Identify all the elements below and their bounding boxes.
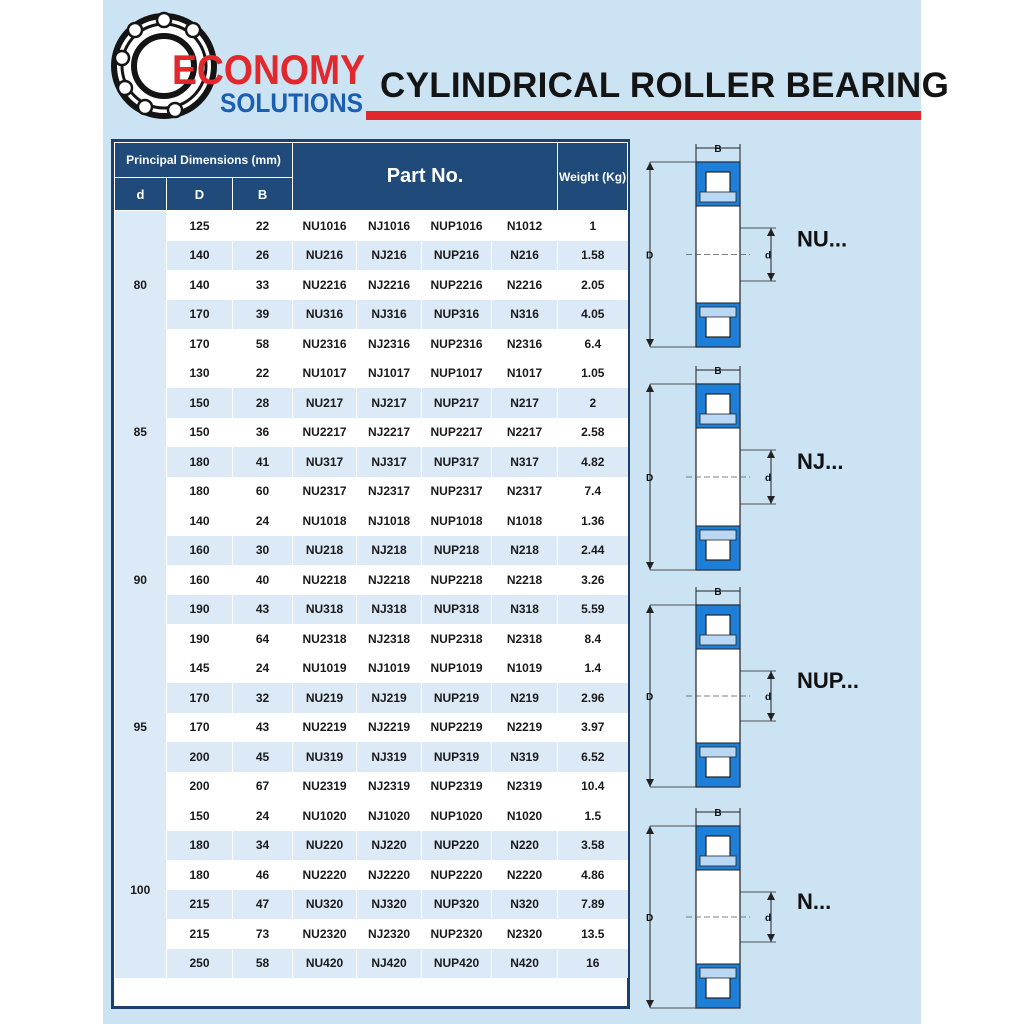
inner-ring-bottom [700, 747, 736, 757]
cell-part-nj: NJ1020 [357, 801, 422, 831]
cell-outer-D: 150 [167, 801, 233, 831]
cell-part-nup: NUP2219 [422, 713, 492, 743]
brand-line2: SOLUTIONS [220, 88, 363, 118]
cell-outer-D: 170 [167, 329, 233, 359]
cell-part-nu: NU1018 [293, 506, 357, 536]
cell-part-nj: NJ216 [357, 241, 422, 271]
cell-weight: 4.05 [558, 300, 628, 330]
table-body [115, 211, 628, 979]
cell-outer-D: 180 [167, 860, 233, 890]
cell-part-nu: NU2318 [293, 624, 357, 654]
cell-part-n: N317 [492, 447, 558, 477]
cell-part-nj: NJ220 [357, 831, 422, 861]
bearing-type-label: NJ... [797, 449, 844, 474]
cell-bore-d: 90 [115, 506, 167, 654]
cell-part-n: N2216 [492, 270, 558, 300]
cell-weight: 8.4 [558, 624, 628, 654]
cell-part-nu: NU316 [293, 300, 357, 330]
cell-part-n: N2219 [492, 713, 558, 743]
brand-line1: ECONOMY [172, 46, 365, 93]
cell-weight: 7.89 [558, 890, 628, 920]
cell-bore-d: 80 [115, 211, 167, 359]
cell-part-n: N2320 [492, 919, 558, 949]
table-row [115, 506, 628, 536]
table-row [115, 211, 628, 241]
cell-part-nj: NJ2316 [357, 329, 422, 359]
inner-ring-top [700, 192, 736, 202]
cell-outer-D: 170 [167, 683, 233, 713]
cell-part-nu: NU318 [293, 595, 357, 625]
roller-bottom [706, 315, 730, 337]
cell-weight: 3.97 [558, 713, 628, 743]
cell-part-nu: NU220 [293, 831, 357, 861]
dimension-d-arrow [767, 671, 775, 679]
inner-ring-top [700, 856, 736, 866]
roller-top [706, 615, 730, 637]
cell-weight: 2 [558, 388, 628, 418]
dimension-b-label: B [714, 144, 722, 155]
cell-part-nj: NJ2320 [357, 919, 422, 949]
dimension-b-label: B [714, 366, 722, 377]
dimension-D-arrow [646, 605, 654, 613]
table-row [115, 329, 628, 359]
cell-width-B: 58 [233, 949, 293, 979]
cell-width-B: 46 [233, 860, 293, 890]
cell-outer-D: 140 [167, 506, 233, 536]
cell-width-B: 24 [233, 654, 293, 684]
inner-ring-bottom [700, 968, 736, 978]
roller-bottom [706, 976, 730, 998]
cell-part-nup: NUP1020 [422, 801, 492, 831]
cell-width-B: 24 [233, 506, 293, 536]
cell-bore-d: 100 [115, 801, 167, 978]
cell-part-nup: NUP220 [422, 831, 492, 861]
cell-part-n: N2220 [492, 860, 558, 890]
cell-part-nup: NUP319 [422, 742, 492, 772]
cell-part-nu: NU217 [293, 388, 357, 418]
cell-width-B: 22 [233, 359, 293, 389]
cell-width-B: 28 [233, 388, 293, 418]
cell-part-nup: NUP320 [422, 890, 492, 920]
table-row [115, 447, 628, 477]
cell-part-nup: NUP2216 [422, 270, 492, 300]
dimension-d-label: d [765, 250, 772, 262]
table-row [115, 418, 628, 448]
dimension-d-label: d [765, 913, 772, 924]
cell-part-n: N220 [492, 831, 558, 861]
cell-part-n: N318 [492, 595, 558, 625]
cell-part-n: N1019 [492, 654, 558, 684]
cell-weight: 6.4 [558, 329, 628, 359]
cell-weight: 7.4 [558, 477, 628, 507]
cell-width-B: 39 [233, 300, 293, 330]
cell-part-nj: NJ217 [357, 388, 422, 418]
cell-part-n: N219 [492, 683, 558, 713]
cell-weight: 2.58 [558, 418, 628, 448]
table-row [115, 565, 628, 595]
cell-part-nu: NU2317 [293, 477, 357, 507]
dimension-d-label: d [765, 692, 772, 703]
cell-width-B: 41 [233, 447, 293, 477]
cell-part-nj: NJ318 [357, 595, 422, 625]
cell-width-B: 22 [233, 211, 293, 241]
cell-weight: 1 [558, 211, 628, 241]
cell-part-n: N218 [492, 536, 558, 566]
cell-weight: 3.58 [558, 831, 628, 861]
cell-part-nj: NJ2220 [357, 860, 422, 890]
cell-part-n: N2319 [492, 772, 558, 802]
cell-part-nj: NJ2219 [357, 713, 422, 743]
cell-part-nu: NU319 [293, 742, 357, 772]
dimension-b-label: B [714, 587, 722, 598]
cell-part-nup: NUP317 [422, 447, 492, 477]
header-col-d: d [115, 178, 167, 211]
header-part-no: Part No. [293, 143, 558, 211]
cell-part-nu: NU2218 [293, 565, 357, 595]
table-row [115, 270, 628, 300]
cell-weight: 3.26 [558, 565, 628, 595]
table-row [115, 241, 628, 271]
cell-part-nj: NJ317 [357, 447, 422, 477]
roller-top [706, 394, 730, 416]
table-row [115, 654, 628, 684]
cell-part-n: N1017 [492, 359, 558, 389]
cell-part-nj: NJ2319 [357, 772, 422, 802]
cell-part-nup: NUP1018 [422, 506, 492, 536]
cell-part-n: N2218 [492, 565, 558, 595]
dimension-D-arrow [646, 562, 654, 570]
cell-part-nup: NUP217 [422, 388, 492, 418]
cell-outer-D: 145 [167, 654, 233, 684]
cell-outer-D: 160 [167, 565, 233, 595]
cell-weight: 16 [558, 949, 628, 979]
cell-outer-D: 130 [167, 359, 233, 389]
dimension-D-arrow [646, 162, 654, 170]
cell-width-B: 34 [233, 831, 293, 861]
cell-part-nu: NU420 [293, 949, 357, 979]
header-col-B: B [233, 178, 293, 211]
dimension-d-arrow [767, 892, 775, 900]
dimension-D-arrow [646, 384, 654, 392]
cell-part-nup: NUP218 [422, 536, 492, 566]
cell-part-nu: NU218 [293, 536, 357, 566]
cell-part-n: N316 [492, 300, 558, 330]
dimension-d-arrow [767, 496, 775, 504]
cell-width-B: 60 [233, 477, 293, 507]
cell-weight: 10.4 [558, 772, 628, 802]
cell-part-nup: NUP1019 [422, 654, 492, 684]
bearing-spec-table [111, 139, 630, 1009]
cell-part-nu: NU320 [293, 890, 357, 920]
dimension-d-arrow [767, 713, 775, 721]
cell-part-nup: NUP2316 [422, 329, 492, 359]
cell-part-nup: NUP316 [422, 300, 492, 330]
table-row [115, 683, 628, 713]
cell-part-n: N2316 [492, 329, 558, 359]
dimension-D-label: D [646, 473, 654, 484]
cell-part-nu: NU2216 [293, 270, 357, 300]
cell-weight: 13.5 [558, 919, 628, 949]
cell-part-n: N1012 [492, 211, 558, 241]
cell-part-nup: NUP1017 [422, 359, 492, 389]
cell-part-n: N2318 [492, 624, 558, 654]
roller-bottom [706, 755, 730, 777]
cell-weight: 1.36 [558, 506, 628, 536]
inner-ring-bottom [700, 530, 736, 540]
cell-part-nj: NJ219 [357, 683, 422, 713]
cell-part-n: N420 [492, 949, 558, 979]
cell-outer-D: 170 [167, 300, 233, 330]
cell-outer-D: 190 [167, 595, 233, 625]
table-row [115, 300, 628, 330]
cell-width-B: 58 [233, 329, 293, 359]
cell-part-nup: NUP2319 [422, 772, 492, 802]
cell-part-nj: NJ2318 [357, 624, 422, 654]
cell-width-B: 43 [233, 713, 293, 743]
cell-part-n: N217 [492, 388, 558, 418]
cell-part-nup: NUP318 [422, 595, 492, 625]
cell-part-nup: NUP2320 [422, 919, 492, 949]
table-row [115, 595, 628, 625]
table-row [115, 624, 628, 654]
cell-weight: 1.4 [558, 654, 628, 684]
cell-part-n: N2217 [492, 418, 558, 448]
cell-part-nup: NUP2217 [422, 418, 492, 448]
bearing-diagrams [630, 130, 921, 1024]
cell-part-nj: NJ1016 [357, 211, 422, 241]
cell-outer-D: 215 [167, 919, 233, 949]
cell-part-nj: NJ2317 [357, 477, 422, 507]
dimension-d-arrow [767, 934, 775, 942]
table-row [115, 831, 628, 861]
cell-width-B: 40 [233, 565, 293, 595]
cell-part-nu: NU1019 [293, 654, 357, 684]
cell-width-B: 26 [233, 241, 293, 271]
cell-weight: 1.5 [558, 801, 628, 831]
dimension-D-arrow [646, 1000, 654, 1008]
cell-part-nu: NU2219 [293, 713, 357, 743]
cell-part-nj: NJ420 [357, 949, 422, 979]
cell-part-n: N320 [492, 890, 558, 920]
bearing-type-label: NUP... [797, 668, 859, 693]
cell-outer-D: 125 [167, 211, 233, 241]
cell-outer-D: 215 [167, 890, 233, 920]
cell-outer-D: 190 [167, 624, 233, 654]
inner-ring-top [700, 635, 736, 645]
dimension-D-label: D [646, 692, 654, 703]
page-title: CYLINDRICAL ROLLER BEARING [380, 66, 950, 105]
cell-part-nj: NJ1019 [357, 654, 422, 684]
cell-part-nj: NJ1017 [357, 359, 422, 389]
cell-weight: 4.86 [558, 860, 628, 890]
cell-outer-D: 180 [167, 831, 233, 861]
cell-part-nup: NUP2318 [422, 624, 492, 654]
cell-part-n: N1020 [492, 801, 558, 831]
cell-weight: 6.52 [558, 742, 628, 772]
cell-outer-D: 200 [167, 772, 233, 802]
cell-part-nu: NU219 [293, 683, 357, 713]
cell-part-nj: NJ1018 [357, 506, 422, 536]
cell-weight: 2.96 [558, 683, 628, 713]
cell-width-B: 32 [233, 683, 293, 713]
cell-outer-D: 150 [167, 388, 233, 418]
cell-width-B: 33 [233, 270, 293, 300]
cell-width-B: 73 [233, 919, 293, 949]
cell-part-nu: NU317 [293, 447, 357, 477]
cell-outer-D: 180 [167, 477, 233, 507]
dimension-D-arrow [646, 826, 654, 834]
bearing-type-label: NU... [797, 226, 848, 252]
cell-part-nu: NU2320 [293, 919, 357, 949]
cell-outer-D: 160 [167, 536, 233, 566]
cell-part-n: N2317 [492, 477, 558, 507]
cell-part-n: N319 [492, 742, 558, 772]
dimension-d-label: d [765, 473, 772, 484]
header-col-D: D [167, 178, 233, 211]
table-row [115, 949, 628, 979]
cell-part-nu: NU216 [293, 241, 357, 271]
table-row [115, 772, 628, 802]
header-weight: Weight (Kg) [558, 143, 628, 211]
table-row [115, 388, 628, 418]
cell-part-nup: NUP216 [422, 241, 492, 271]
cell-part-nj: NJ2217 [357, 418, 422, 448]
dimension-D-label: D [646, 913, 654, 924]
cell-part-n: N216 [492, 241, 558, 271]
cell-width-B: 67 [233, 772, 293, 802]
cell-weight: 2.44 [558, 536, 628, 566]
cell-part-nup: NUP420 [422, 949, 492, 979]
inner-ring-top [700, 414, 736, 424]
dimension-D-arrow [646, 779, 654, 787]
cell-outer-D: 170 [167, 713, 233, 743]
bearing-type-label: N... [797, 889, 832, 914]
cell-bore-d: 85 [115, 359, 167, 507]
cell-part-nj: NJ319 [357, 742, 422, 772]
dimension-d-arrow [767, 450, 775, 458]
dimension-b-label: B [714, 808, 722, 819]
cell-part-nj: NJ320 [357, 890, 422, 920]
table-row [115, 477, 628, 507]
cell-part-nj: NJ2218 [357, 565, 422, 595]
cell-width-B: 24 [233, 801, 293, 831]
cell-part-nu: NU2319 [293, 772, 357, 802]
cell-width-B: 43 [233, 595, 293, 625]
cell-outer-D: 200 [167, 742, 233, 772]
table-row [115, 919, 628, 949]
table-row [115, 890, 628, 920]
cell-outer-D: 250 [167, 949, 233, 979]
roller-bottom [706, 538, 730, 560]
cell-part-nj: NJ316 [357, 300, 422, 330]
table-row [115, 801, 628, 831]
dimension-d-arrow [767, 228, 775, 236]
table-row [115, 713, 628, 743]
cell-part-nu: NU1017 [293, 359, 357, 389]
cell-part-nup: NUP2218 [422, 565, 492, 595]
cell-part-nu: NU2316 [293, 329, 357, 359]
cell-weight: 5.59 [558, 595, 628, 625]
table-row [115, 536, 628, 566]
cell-part-nj: NJ2216 [357, 270, 422, 300]
inner-ring-bottom [700, 307, 736, 317]
cell-outer-D: 140 [167, 241, 233, 271]
cell-part-nu: NU2220 [293, 860, 357, 890]
cell-width-B: 64 [233, 624, 293, 654]
cell-part-nu: NU1020 [293, 801, 357, 831]
dimension-D-arrow [646, 339, 654, 347]
cell-part-nup: NUP219 [422, 683, 492, 713]
cell-part-nup: NUP1016 [422, 211, 492, 241]
dimension-D-label: D [646, 250, 654, 262]
cell-weight: 4.82 [558, 447, 628, 477]
cell-weight: 1.05 [558, 359, 628, 389]
cell-width-B: 36 [233, 418, 293, 448]
cell-outer-D: 180 [167, 447, 233, 477]
title-underline-bar [366, 111, 921, 120]
cell-weight: 2.05 [558, 270, 628, 300]
cell-width-B: 45 [233, 742, 293, 772]
table-row [115, 742, 628, 772]
cell-part-nup: NUP2220 [422, 860, 492, 890]
cell-width-B: 30 [233, 536, 293, 566]
roller-top [706, 836, 730, 858]
table-row [115, 860, 628, 890]
cell-part-nj: NJ218 [357, 536, 422, 566]
cell-part-nu: NU1016 [293, 211, 357, 241]
cell-part-nup: NUP2317 [422, 477, 492, 507]
header-principal-dimensions: Principal Dimensions (mm) [115, 143, 293, 178]
cell-part-n: N1018 [492, 506, 558, 536]
cell-weight: 1.58 [558, 241, 628, 271]
cell-bore-d: 95 [115, 654, 167, 802]
economy-solutions-logo [110, 10, 368, 122]
cell-outer-D: 150 [167, 418, 233, 448]
cell-part-nu: NU2217 [293, 418, 357, 448]
roller-top [706, 172, 730, 194]
cell-outer-D: 140 [167, 270, 233, 300]
dimension-d-arrow [767, 273, 775, 281]
table-row [115, 359, 628, 389]
cell-width-B: 47 [233, 890, 293, 920]
